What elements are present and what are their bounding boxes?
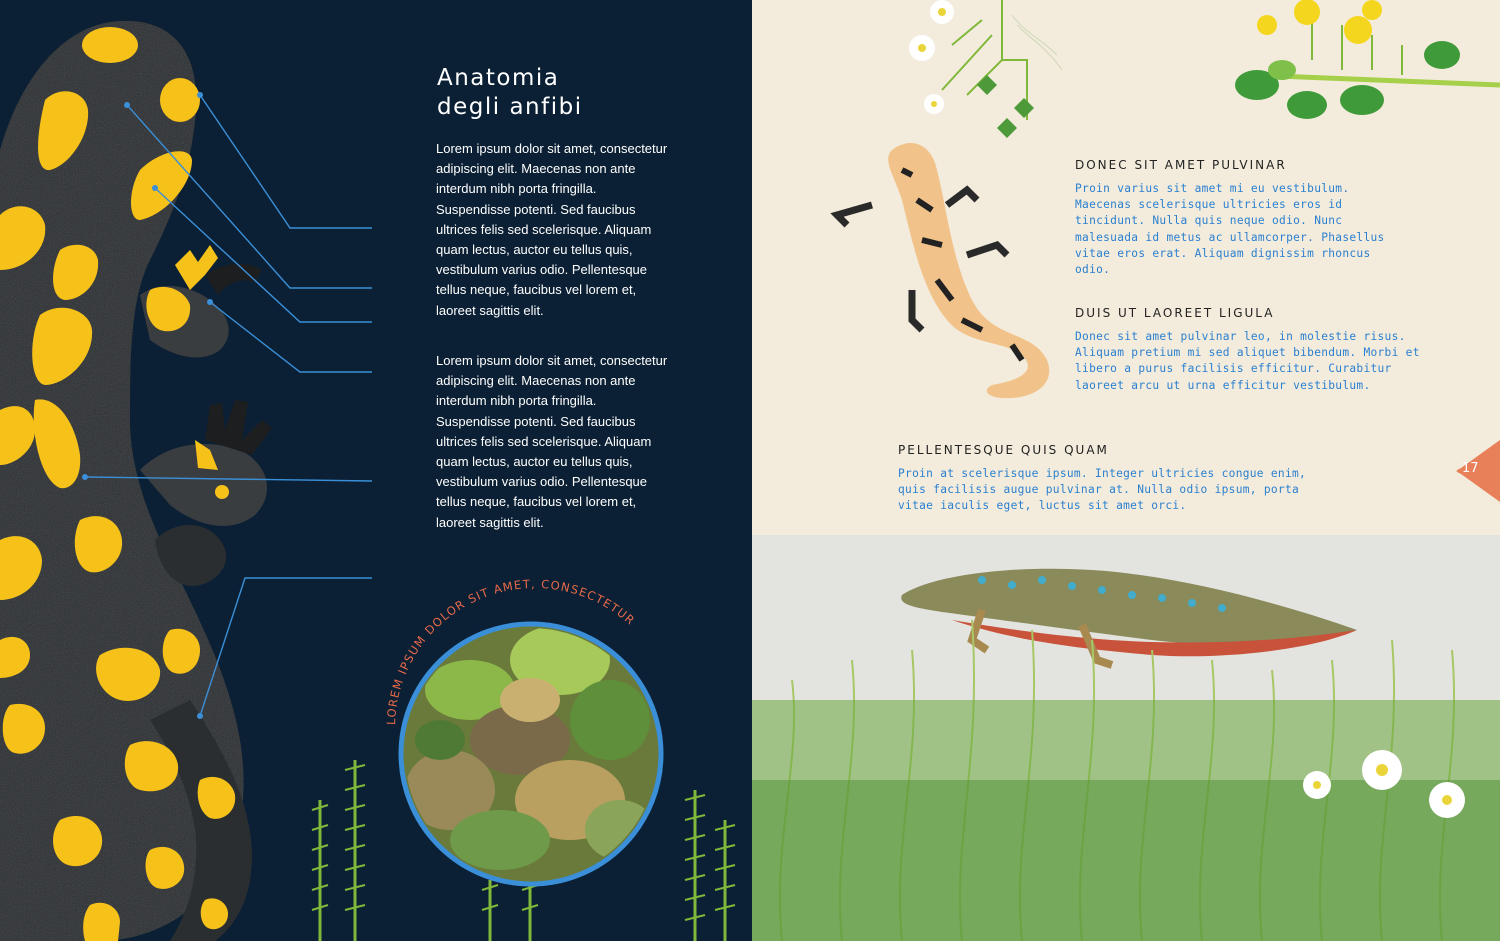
section-2-text: Donec sit amet pulvinar leo, in molestie risus. Aliquam pretium mi sed aliquet bibendum. Morbi et libero a purus facilisis efficitur. Curabitur laoreet arcu ut urna efficitur vestibulum. bbox=[1075, 330, 1420, 392]
aquatic-plant-leaves bbox=[752, 700, 1500, 941]
spotted-salamander-illustration bbox=[837, 143, 1049, 398]
lily-pads-top-right bbox=[1235, 0, 1500, 119]
title-line-2: degli anfibi bbox=[437, 94, 583, 120]
section-3-text: Proin at scelerisque ipsum. Integer ultricies congue enim, quis facilisis augue pulvinar at. Nulla odio ipsum, porta vitae iaculis eget, luctus sit amet orci. bbox=[898, 467, 1307, 513]
right-page bbox=[752, 0, 1500, 941]
newt-illustration bbox=[901, 569, 1357, 665]
body-paragraph-2: Lorem ipsum dolor sit amet, consectetur adipiscing elit. Maecenas non ante interdum nibh porta fringilla. Suspendisse potenti. Sed faucibus ultrices felis sed scelerisque. Aliquam quam lectus, auctor eu tellus quis, vestibulum varius odio. Pellentesque tellus neque, faucibus vel lorem et, laoreet sagittis elit. bbox=[436, 353, 668, 530]
section-3-heading: PELLENTESQUE QUIS QUAM bbox=[898, 443, 1109, 457]
circle-caption: LOREM IPSUM DOLOR SIT AMET, CONSECTETUR bbox=[383, 576, 638, 726]
body-paragraph-1: Lorem ipsum dolor sit amet, consectetur adipiscing elit. Maecenas non ante interdum nibh porta fringilla. Suspendisse potenti. Sed faucibus ultrices felis sed scelerisque. Aliquam quam lectus, auctor eu tellus quis, vestibulum varius odio. Pellentesque tellus neque, faucibus vel lorem et, laoreet sagittis elit. bbox=[436, 141, 668, 318]
page-title bbox=[437, 64, 583, 122]
flowering-plant-top-left bbox=[909, 0, 1062, 138]
page-number: 17 bbox=[1462, 461, 1479, 476]
section-1-text: Proin varius sit amet mi eu vestibulum. Maecenas scelerisque ultricies eros id tincidunt. Nulla quis neque odio. Nunc malesuada id metus ac ullamcorper. Phasellus vitae eros erat. Aliquam dignissim rhoncus odio. bbox=[1075, 182, 1385, 277]
section-1-heading: DONEC SIT AMET PULVINAR bbox=[1075, 158, 1287, 172]
title-line-1: Anatomia bbox=[437, 65, 560, 91]
forest-circle bbox=[401, 624, 661, 884]
section-2-heading: DUIS UT LAOREET LIGULA bbox=[1075, 306, 1275, 320]
